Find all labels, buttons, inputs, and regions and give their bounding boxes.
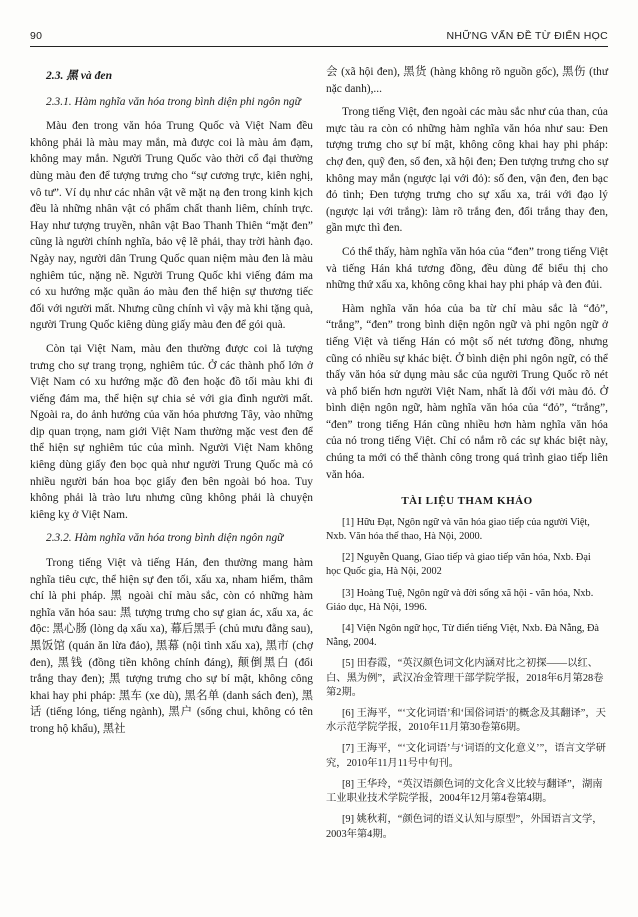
paragraph: Hàm nghĩa văn hóa của ba từ chỉ màu sắc là “đỏ”, “trắng”, “đen” trong bình diện ngôn ngữ và phi ngôn ngữ ở tiếng Việt và tiếng Hán có một số nét tương đồng, nhưng cũng có nhiều sự khác biệt. Ở bình diện phi ngôn ngữ, có thể thấy văn hóa sử dụng màu sắc của người Trung Quốc rõ nét và phổ biến hơn người Việt Nam, nhất là đối với màu đỏ. Ở bình diện ngôn ngữ, hàm nghĩa văn hóa của “đỏ”, “trắng”, “đen” trong tiếng Hán cũng nhiều hơn hàm nghĩa văn hóa của nó trong tiếng Việt. Chỉ có nắm rõ các sự khác biệt này, chúng ta mới có thể thành công trong quá trình giao tiếp liên văn hóa.: [326, 302, 608, 481]
paragraph: Trong tiếng Việt và tiếng Hán, đen thường mang hàm nghĩa tiêu cực, thể hiện sự đen tối, xấu xa, nham hiểm, thâm chí là phi pháp. 黑 ngoài chỉ màu sắc, còn có những hàm nghĩa văn hóa sau: 黑 tượng trưng cho sự gian ác, xấu xa, ác độc: 黑心肠 (lòng dạ xấu xa), 幕后黑手 (chủ mưu đằng sau), 黑饭馆 (quán ăn lừa đảo), 黑幕 (nội tình xấu xa), 黑市 (chợ đen), 黑钱 (đồng tiền không chính đáng), 颠倒黑白 (đổi trắng thay đen); 黑 tượng trưng cho sự bí mật, không công khai hay phi pháp: 黑车 (xe dù), 黑名单 (danh sách đen), 黑话 (tiếng lóng, tiếng ngành), 黑户 (sống chui, không có tên trong hộ khẩu), 黑社: [30, 557, 313, 735]
subsection-heading-2: 2.3.2. Hàm nghĩa văn hóa trong bình diện ngôn ngữ: [46, 532, 284, 545]
subsection-heading-1: 2.3.1. Hàm nghĩa văn hóa trong bình diện phi ngôn ngữ: [46, 95, 301, 108]
paragraph: Màu đen trong văn hóa Trung Quốc và Việt Nam đều không phải là màu may mắn, mà được coi là màu ảm đạm, không may mắn. Người Trung Quốc vào thời cổ đại thường dùng màu đen để tượng trưng cho “sự cương trực, kiên nghị, vô tư”. Ví dụ như các nhân vật vẽ mặt nạ đen trong kinh kịch đều là những nhân vật có phẩm chất thanh liêm, chính trực. Hay như tượng truyền, nhân vật Bao Thanh Thiên “mặt đen” cũng là người chính nghĩa, bảo vệ lẽ phải, thay trời hành đạo. Ngày nay, người dân Trung Quốc quan niệm màu đen là màu nghiêm túc, nặng nề. Người Trung Quốc khi viếng đám ma có xu hướng mặc quần áo màu đen thể hiện sự thương tiếc đối với người mất. Nhưng cũng chính vì vậy mà khi tặng quà, người Trung Quốc kiêng dùng giấy màu đen để gói quà.: [30, 120, 313, 332]
header-rule: [30, 46, 608, 47]
reference-item: [4] Viện Ngôn ngữ học, Từ điển tiếng Việt, Nxb. Đà Nẵng, Đà Nẵng, 2004.: [326, 623, 600, 649]
page-number: 90: [30, 30, 43, 42]
reference-item: [2] Nguyễn Quang, Giao tiếp và giao tiếp văn hóa, Nxb. Đại học Quốc gia, Hà Nội, 2002: [326, 552, 591, 578]
right-column: [326, 64, 608, 849]
reference-item: [7] 王海平，“‘文化词语’与‘词语的文化意义’”，语言文学研究，2010年11月11号中旬刊。: [326, 743, 606, 769]
reference-item: [5] 田春霞，“英汉颜色词文化内涵对比之初探——以红、白、黑为例”，武汉冶金管理干部学院学报，2018年6月第28卷第2期。: [326, 658, 604, 698]
references-heading: TÀI LIỆU THAM KHẢO: [401, 495, 533, 508]
paragraph: Có thể thấy, hàm nghĩa văn hóa của “đen” trong tiếng Việt và tiếng Hán khá tương đồng, đều dùng để biểu thị cho những thứ xấu xa, không công khai hay phi pháp và đen đủi.: [326, 245, 608, 292]
reference-item: [8] 王华玲，“英汉语颜色词的文化含义比较与翻译”，湖南工业职业技术学院学报，2004年12月第4卷第4期。: [326, 778, 603, 805]
left-column: [30, 64, 313, 745]
reference-item: [3] Hoàng Tuệ, Ngôn ngữ và đời sống xã hội - văn hóa, Nxb. Giáo dục, Hà Nội, 1996.: [326, 587, 594, 613]
reference-item: [6] 王海平，“‘文化词语’和‘国俗词语’的概念及其翻译”，天水示范学院学报，2010年11月第30卷第6期。: [326, 708, 606, 734]
reference-item: [1] Hữu Đạt, Ngôn ngữ và văn hóa giao tiếp của người Việt, Nxb. Văn hóa thể thao, Hà Nội, 2000.: [326, 516, 590, 543]
reference-item: [9] 姚秋莉，“颜色词的语义认知与原型”，外国语言文学，2003年第4期。: [326, 814, 603, 840]
paragraph: Còn tại Việt Nam, màu đen thường được coi là tượng trưng cho sự trang trọng, nghiêm túc. Ở các thành phố lớn ở Việt Nam có xu hướng mặc đồ đen hoặc đồ tối màu khi đi viếng đám ma, thể hiện sự chia sẻ với gia đình người mất. Ngoài ra, do ảnh hưởng của văn hóa phương Tây, vào những dịp quan trọng, nam giới Việt Nam thường mặc vest đen để thể hiện sự nghiêm túc của mình. Người Việt Nam không kiêng dùng giấy đen bọc quà như người Trung Quốc mà có nhiều người bán hoa bọc giấy đen bên ngoài bó hoa. Tuy không phải là trào lưu nhưng cũng không phải là chuyện kiêng kỵ ở Việt Nam.: [30, 342, 313, 521]
section-heading: 2.3. 黑 và đen: [46, 69, 113, 82]
running-title: NHỮNG VẤN ĐỀ TỪ ĐIỂN HỌC: [446, 30, 608, 42]
paragraph: Trong tiếng Việt, đen ngoài các màu sắc như của than, của mực tàu ra còn có những hàm nghĩa văn hóa như sau: Đen tượng trưng cho sự bí mật, không công khai hay phi pháp: chợ đen, quỹ đen, sổ đen, xã hội đen; Đen tượng trưng cho sự không may mắn (ngược lại với đỏ): số đen, vận đen, đen bạc đỏ tình; Đen tượng trưng cho sự xấu xa, trái với đạo lý (ngược lại với trắng): làm rõ trắng đen, đổi trắng thay đen, gần mực thì đen.: [326, 106, 608, 235]
paragraph-continued: 会 (xã hội đen), 黑货 (hàng không rõ nguồn gốc), 黑伤 (thư nặc danh),...: [326, 66, 608, 95]
